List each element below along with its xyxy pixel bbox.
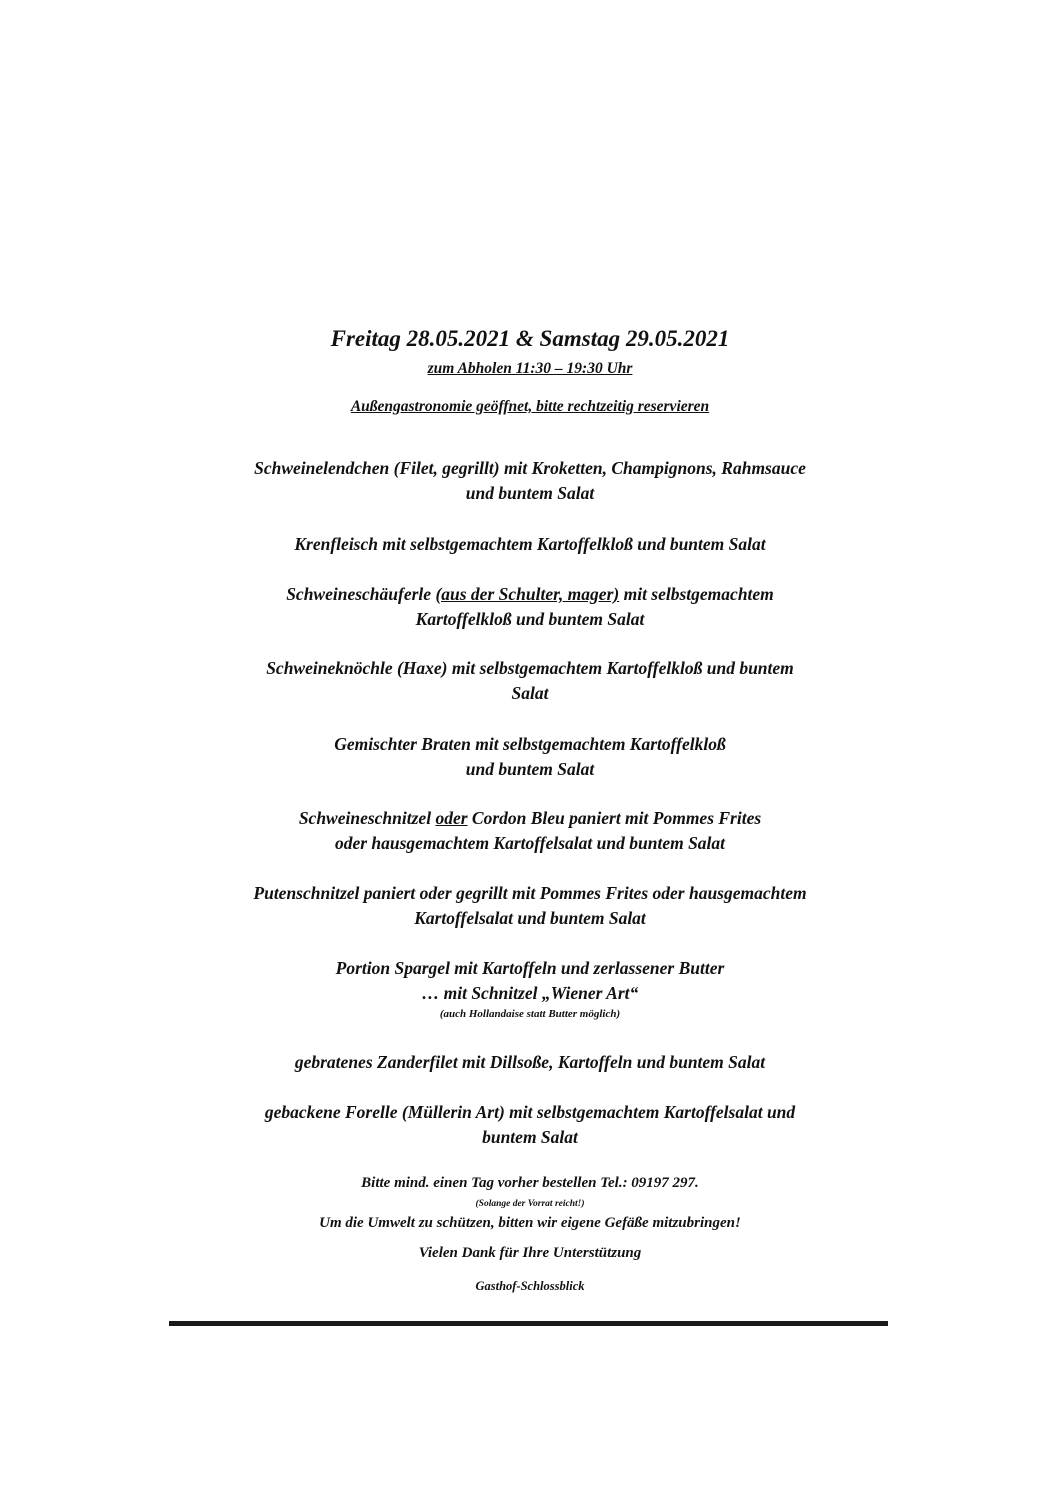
menu-item-2: Krenfleisch mit selbstgemachtem Kartoffelkloß und buntem Salat — [294, 534, 766, 554]
menu-item-8-note: (auch Hollandaise statt Butter möglich) — [439, 1008, 621, 1020]
order-notice: Bitte mind. einen Tag vorher bestellen Tel.: 09197 297. — [361, 1175, 699, 1191]
page-title: Freitag 28.05.2021 & Samstag 29.05.2021 — [330, 326, 730, 351]
menu-item-8-line-1: Portion Spargel mit Kartoffeln und zerlassener Butter — [335, 958, 725, 978]
menu-item-10-line-2: buntem Salat — [482, 1127, 578, 1147]
menu-item-9: gebratenes Zanderfilet mit Dillsoße, Kartoffeln und buntem Salat — [294, 1052, 766, 1072]
signature: Gasthof-Schlossblick — [475, 1279, 585, 1293]
menu-item-7-line-1: Putenschnitzel paniert oder gegrillt mit Pommes Frites oder hausgemachtem — [253, 883, 807, 903]
menu-item-4-line-1: Schweineknöchle (Haxe) mit selbstgemachtem Kartoffelkloß und buntem — [266, 658, 794, 678]
menu-item-6-line-2: oder hausgemachtem Kartoffelsalat und buntem Salat — [334, 833, 726, 853]
menu-item-7-line-2: Kartoffelsalat und buntem Salat — [414, 908, 646, 928]
menu-item-1-line-1: Schweinelendchen (Filet, gegrillt) mit Kroketten, Champignons, Rahmsauce — [254, 458, 806, 478]
menu-item-3-line-2: Kartoffelkloß und buntem Salat — [415, 609, 645, 629]
outdoor-dining-notice: Außengastronomie geöffnet, bitte rechtzeitig reservieren — [350, 398, 710, 415]
menu-item-6-line-1: Schweineschnitzel oder Cordon Bleu paniert mit Pommes Frites — [298, 808, 762, 828]
menu-item-4-line-2: Salat — [511, 683, 549, 703]
menu-item-8-line-2: … mit Schnitzel „Wiener Art“ — [421, 983, 639, 1003]
menu-item-1-line-2: und buntem Salat — [465, 483, 595, 503]
stock-notice: (Solange der Vorrat reicht!) — [475, 1199, 585, 1209]
menu-item-5-line-2: und buntem Salat — [465, 759, 595, 779]
menu-item-3-line-1: Schweineschäuferle (aus der Schulter, mager) mit selbstgemachtem — [286, 584, 774, 604]
footer-divider — [169, 1321, 888, 1326]
menu-item-5-line-1: Gemischter Braten mit selbstgemachtem Kartoffelkloß — [334, 734, 726, 754]
environment-notice: Um die Umwelt zu schützen, bitten wir eigene Gefäße mitzubringen! — [319, 1215, 741, 1231]
pickup-hours: zum Abholen 11:30 – 19:30 Uhr — [427, 360, 633, 377]
thanks-text: Vielen Dank für Ihre Unterstützung — [418, 1245, 642, 1261]
menu-item-10-line-1: gebackene Forelle (Müllerin Art) mit selbstgemachtem Kartoffelsalat und — [264, 1102, 796, 1122]
